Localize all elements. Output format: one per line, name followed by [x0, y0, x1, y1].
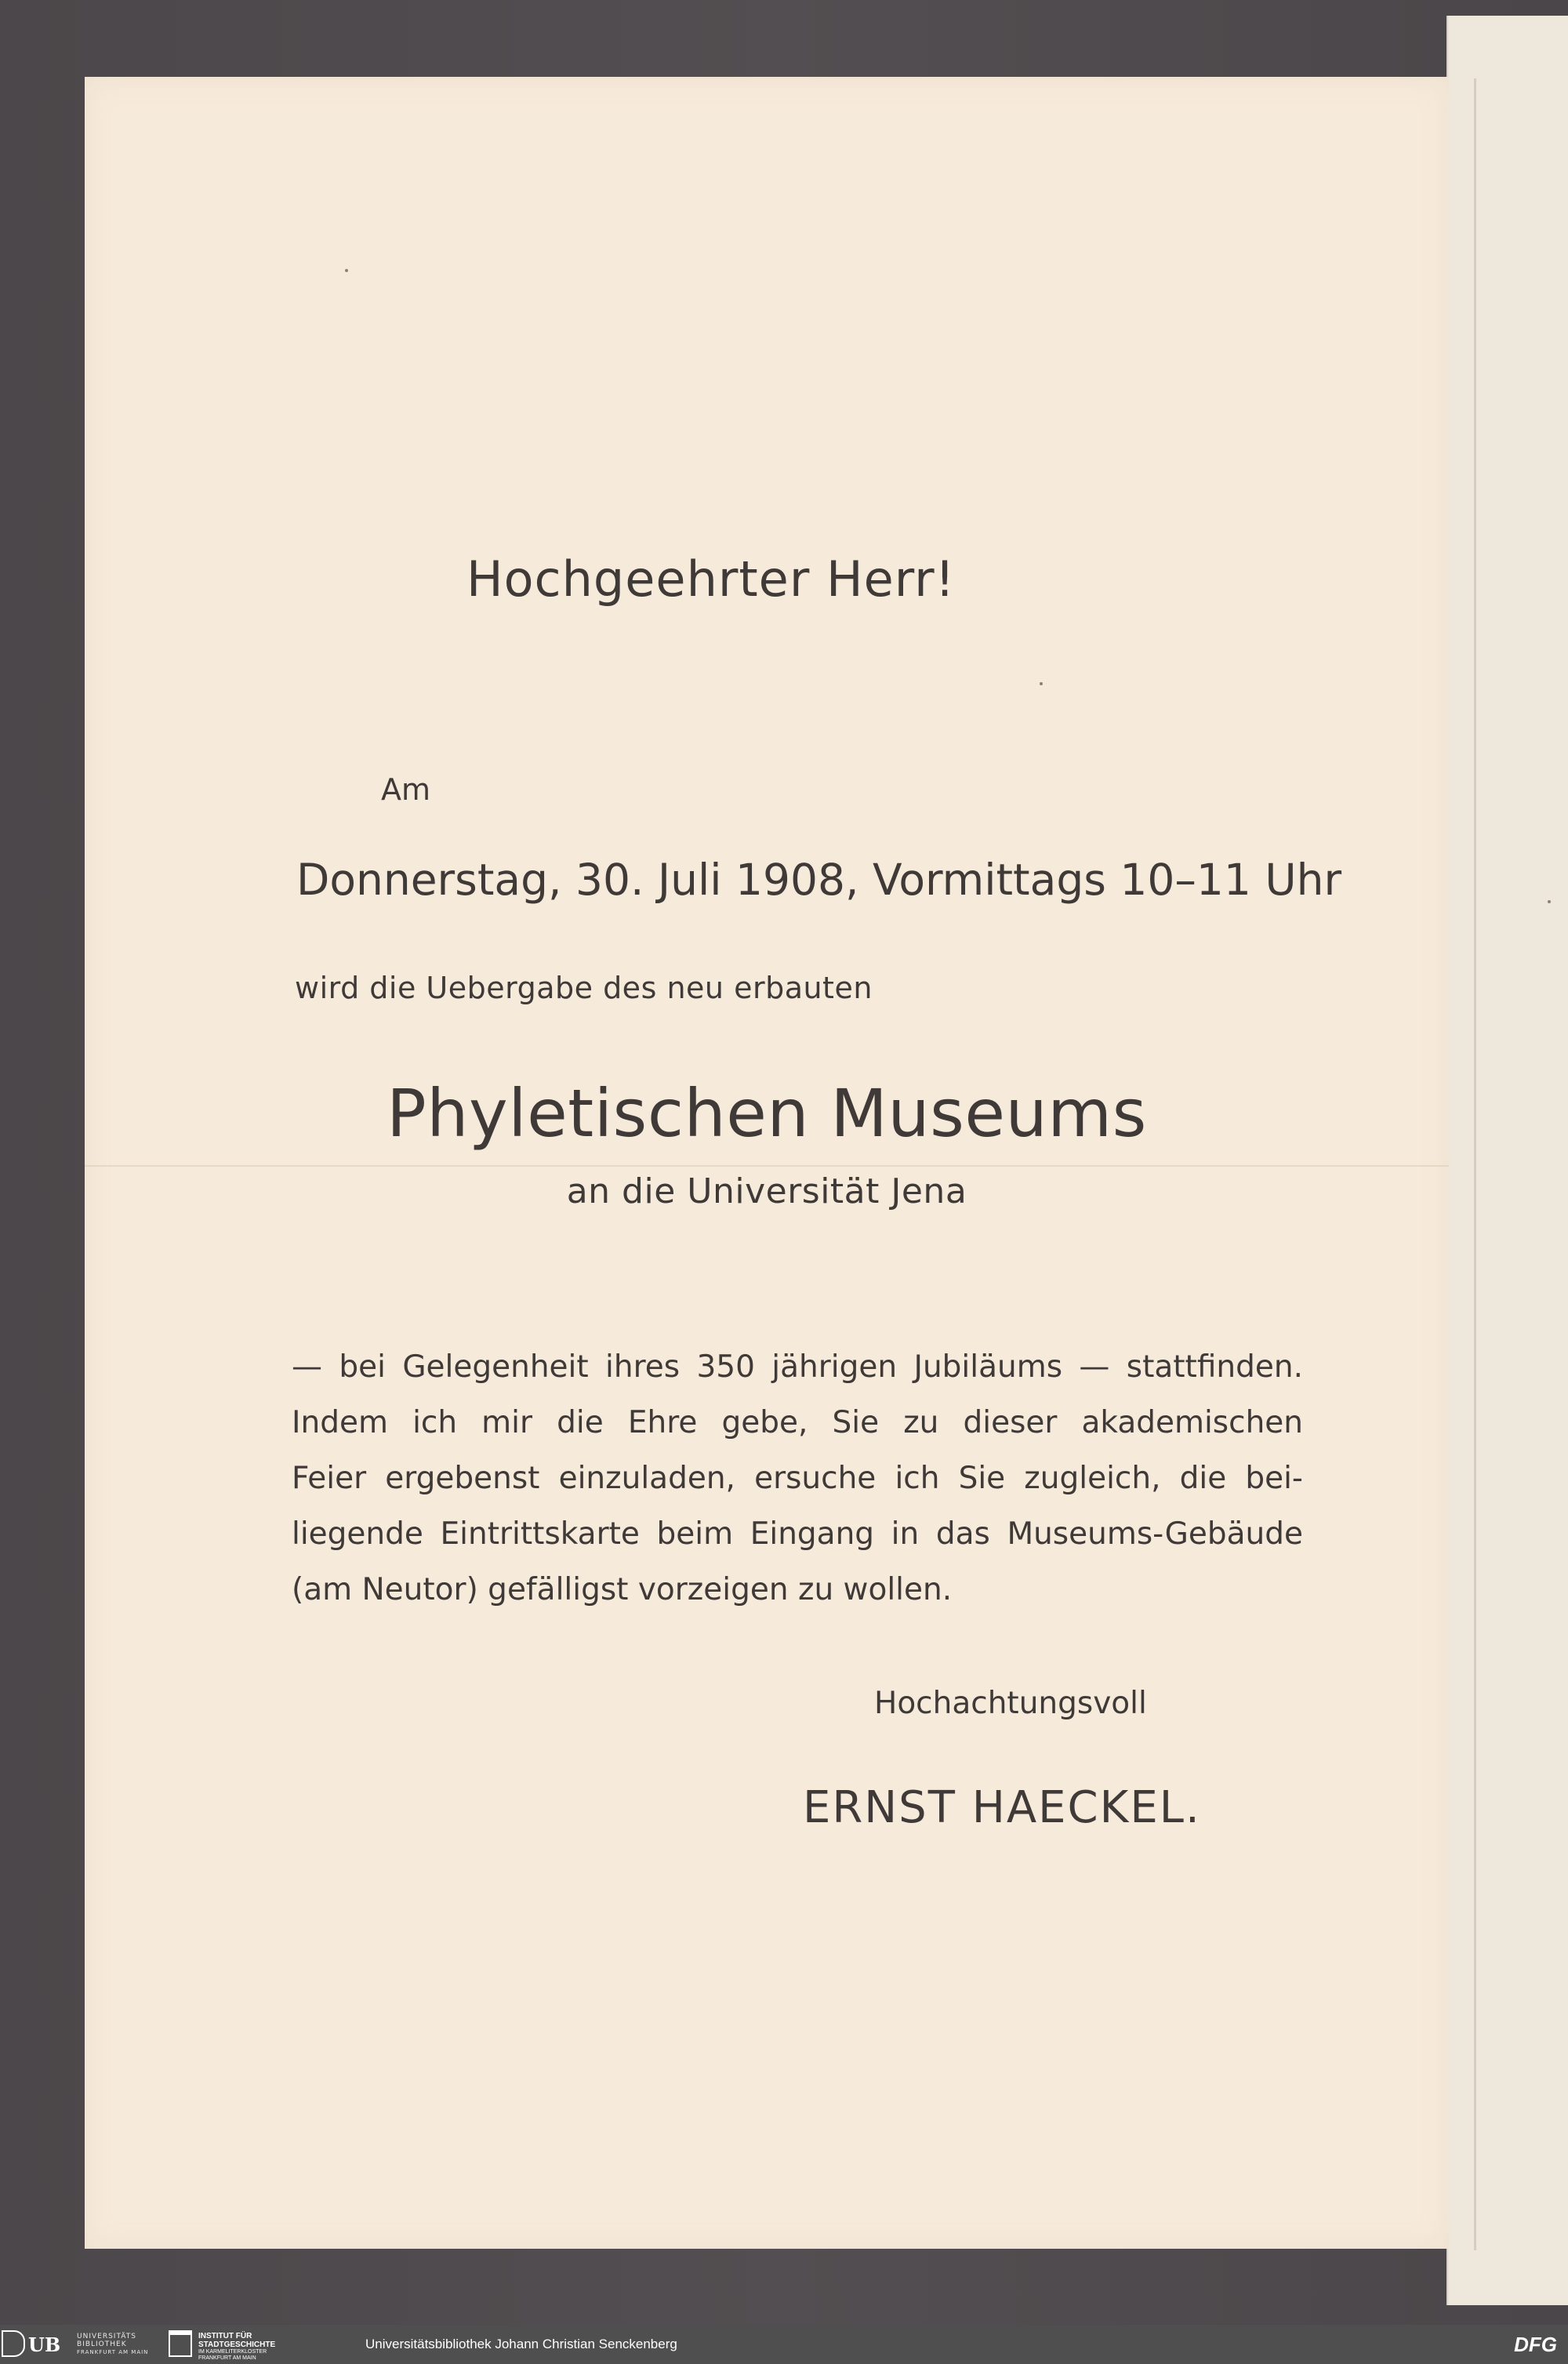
footer-bar — [0, 2325, 1568, 2364]
university-line: an die Universität Jena — [566, 1171, 967, 1211]
ub-mark-icon — [2, 2330, 25, 2357]
ub-logo-text: UB — [28, 2333, 61, 2356]
fold-line — [85, 1165, 1449, 1167]
paragraph-line-5: (am Neutor) gefälligst vorzeigen zu wollen. — [292, 1572, 953, 1607]
invitation-sheet — [85, 77, 1449, 2249]
ub-sub-line: FRANKFURT AM MAIN — [77, 2349, 149, 2355]
ub-logo[interactable] — [2, 2330, 158, 2359]
signature: ERNST HAECKEL. — [803, 1782, 1201, 1833]
paragraph-line-3: Feier ergebenst einzuladen, ersuche ich Sie zugleich, die bei- — [292, 1461, 1303, 1496]
ub-logo-subtitle — [77, 2333, 148, 2356]
paper-speck — [1040, 682, 1043, 685]
invitation-paragraph — [292, 1339, 1303, 1618]
salutation: Hochgeehrter Herr! — [466, 550, 956, 608]
paper-speck — [345, 269, 348, 272]
adjacent-page — [1446, 16, 1568, 2305]
paragraph-line-1: — bei Gelegenheit ihres 350 jährigen Jubiläums — stattfinden. — [292, 1349, 1303, 1385]
paragraph-line-2: Indem ich mir die Ehre gebe, Sie zu dieser akademischen — [292, 1405, 1303, 1440]
institut-logo-text — [198, 2332, 275, 2362]
institut-line: FRANKFURT AM MAIN — [198, 2355, 256, 2361]
library-credit: Universitätsbibliothek Johann Christian Senckenberg — [365, 2337, 677, 2351]
closing-line: Hochachtungsvoll — [874, 1686, 1147, 1721]
institut-line: INSTITUT FÜR — [198, 2332, 252, 2340]
museum-title: Phyletischen Museums — [387, 1075, 1147, 1152]
handover-line: wird die Uebergabe des neu erbauten — [295, 971, 873, 1005]
institut-line: STADTGESCHICHTE — [198, 2340, 276, 2349]
ub-sub-line: BIBLIOTHEK — [77, 2340, 127, 2348]
paragraph-line-4: liegende Eintrittskarte beim Eingang in das Museums-Gebäude — [292, 1516, 1303, 1552]
am-word: Am — [381, 772, 431, 807]
institut-logo[interactable] — [169, 2330, 325, 2359]
ub-sub-line: UNIVERSITÄTS — [77, 2333, 136, 2340]
paper-speck — [1548, 900, 1551, 903]
institut-line: IM KARMELITERKLOSTER — [198, 2349, 267, 2355]
dfg-logo[interactable]: DFG — [1514, 2333, 1557, 2356]
institut-mark-icon — [169, 2330, 192, 2357]
event-date-line: Donnerstag, 30. Juli 1908, Vormittags 10–11 Uhr — [296, 855, 1342, 905]
adjacent-page-edge — [1474, 78, 1476, 2250]
